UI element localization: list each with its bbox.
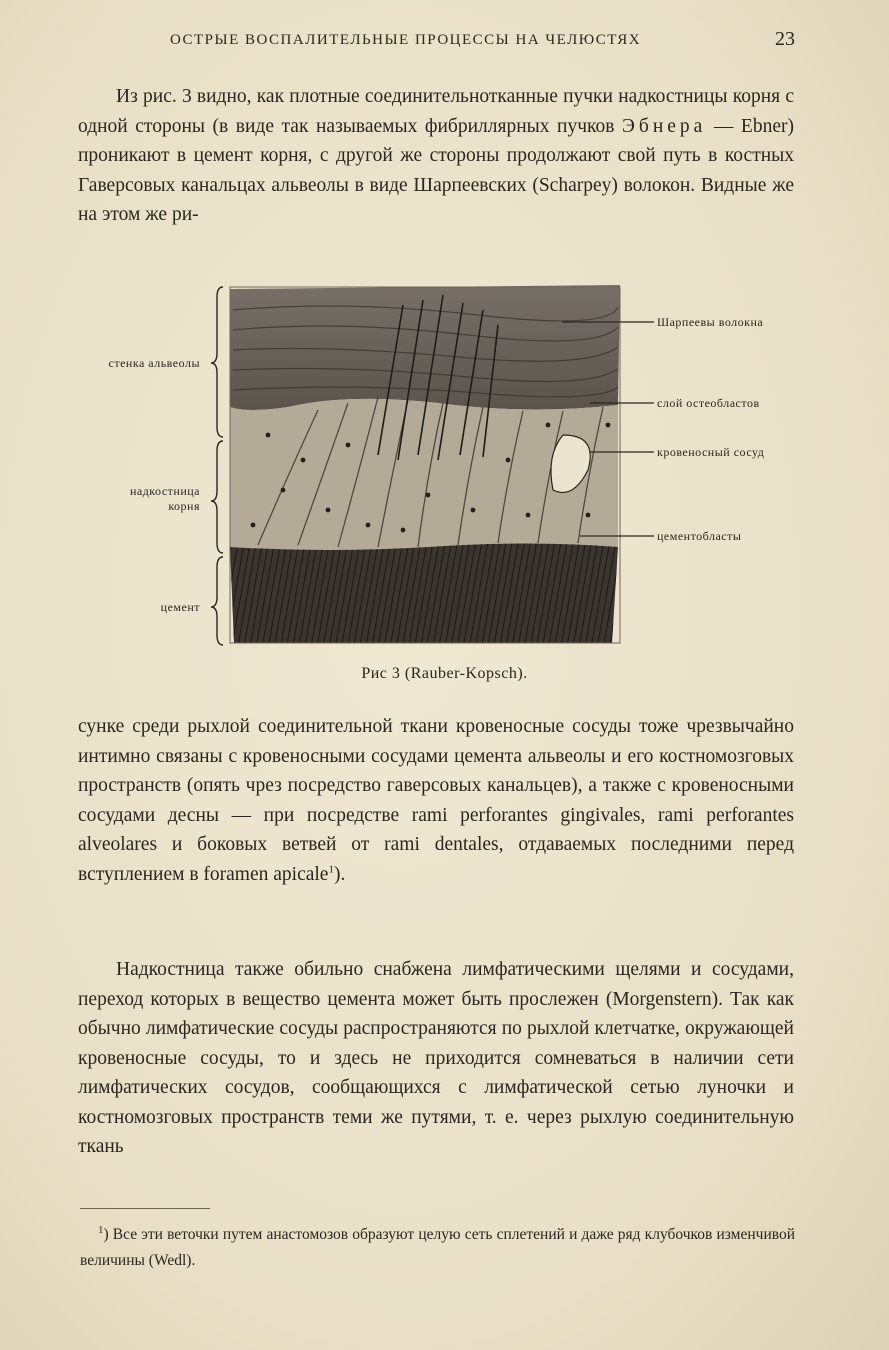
paragraph-1-text-b: — Ebner) проникают в цемент корня, с другой же стороны продолжают свой путь в костных Гаверсовых канальцах альвеолы в виде Шарпеевских (Scharpey) волокон. Видные же на этом же ри- [78,115,794,225]
figure-caption: Рис 3 (Rauber-Kopsch). [361,665,528,682]
footnote-marker: 1 [98,1223,104,1236]
label-blood-vessel: кровеносный сосуд [657,445,765,459]
paragraph-2-text: сунке среди рыхлой соединительной ткани кровеносные сосуды тоже чрезвычайно интимно связаны с кровеносными сосудами цемента альвеолы и его костномозговых пространств (опять чрез посредство гаверсовых канальцев), а также с кровеносными сосудами десны — при посредстве rami perforantes gingivales, rami perforantes alveolares и боковых ветвей от rami dentales, отдаваемых последними перед вступлением в foramen apicale [78,716,794,885]
footnote-divider [80,1208,210,1209]
label-alveolar-wall: стенка альвеолы [108,356,200,370]
label-root-periosteum-line2: корня [168,499,200,513]
figure-brackets [205,285,227,647]
page-number: 23 [775,28,795,50]
label-cementoblasts: цементобласты [657,529,742,543]
footnote-reference[interactable]: 1 [328,863,334,875]
figure-leader-lines [560,300,660,550]
footnote [80,1222,795,1274]
paragraph-1 [78,82,794,230]
paragraph-2 [78,712,794,889]
paragraph-1-spaced-name: Эбнера [622,115,707,137]
label-cement: цемент [160,600,200,614]
paragraph-1-text-a: Из рис. 3 видно, как плотные соединительнотканные пучки надкостницы корня с одной стороны (в виде так называемых фибриллярных пучков [78,86,794,137]
label-sharpey-fibers: Шарпеевы волокна [657,315,764,329]
paragraph-3: Надкостница также обильно снабжена лимфатическими щелями и сосудами, переход которых в вещество цемента может быть прослежен (Morgenstern). Так как обычно лимфатические сосуды распространяются по рыхлой клетчатке, окружающей кровеносные сосуды, то и здесь не приходится сомневаться в наличии сети лимфатических сосудов, сообщающихся с лимфатической сетью луночки и костномозговых пространств теми же путями, т. е. через рыхлую соединительную ткань [78,959,794,1157]
running-head [80,30,795,54]
footnote-text: ) Все эти веточки путем анастомозов образуют целую сеть сплетений и даже ряд клубочков изменчивой величины (Wedl). [80,1226,795,1269]
label-osteoblast-layer: слой остеобластов [657,396,760,410]
paragraph-2-end: ). [333,863,346,885]
running-title: ОСТРЫЕ ВОСПАЛИТЕЛЬНЫЕ ПРОЦЕССЫ НА ЧЕЛЮСТЯХ [170,32,642,48]
label-root-periosteum-line1: надкостница [129,484,200,498]
